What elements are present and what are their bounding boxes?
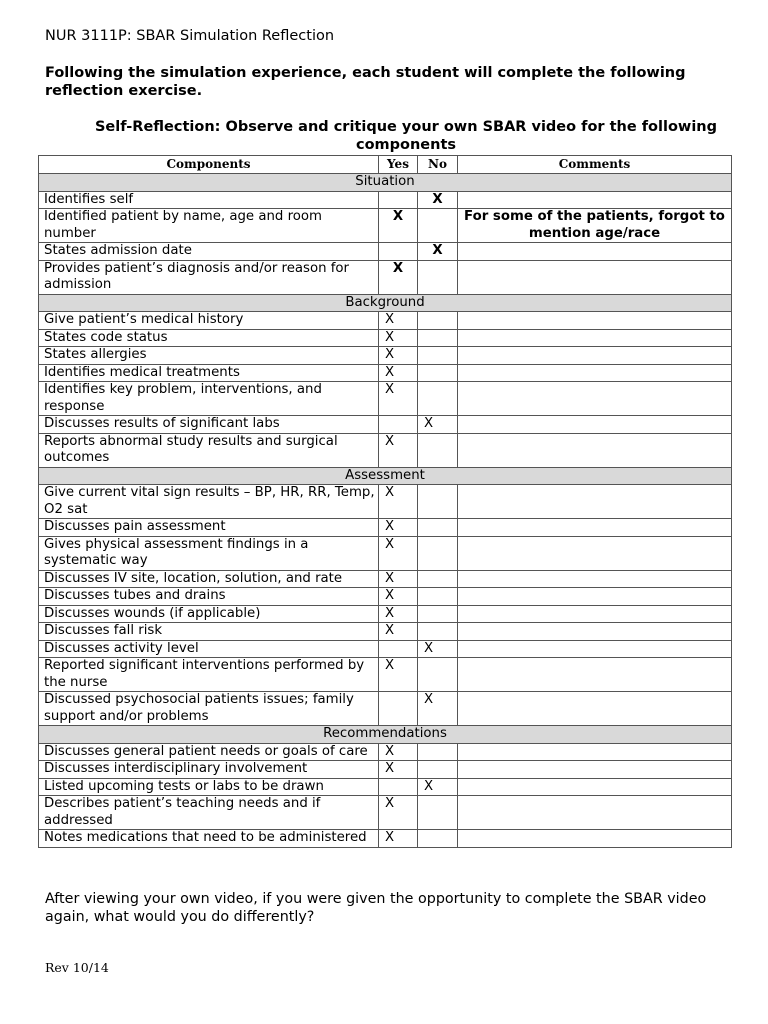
yes-cell: X [379, 519, 418, 537]
table-row [39, 485, 732, 519]
comment-cell [458, 658, 732, 692]
yes-cell [379, 191, 418, 209]
reflection-question: After viewing your own video, if you were given the opportunity to complete the SBAR video again, what would you do differently? [45, 891, 707, 925]
component-cell: Give patient’s medical history [39, 312, 379, 330]
yes-cell: X [379, 796, 418, 830]
table-row [39, 623, 732, 641]
revision-label: Rev 10/14 [45, 960, 109, 975]
component-cell: Describes patient’s teaching needs and if addressed [39, 796, 379, 830]
yes-cell [379, 243, 418, 261]
table-row [39, 588, 732, 606]
header-components: Components [39, 156, 379, 174]
comment-cell [458, 382, 732, 416]
no-cell [418, 433, 458, 467]
comment-cell [458, 536, 732, 570]
header-no: No [418, 156, 458, 174]
section-row-recommendations [39, 726, 732, 744]
comment-cell [458, 433, 732, 467]
component-cell: Provides patient’s diagnosis and/or reason for admission [39, 260, 379, 294]
yes-cell: X [379, 623, 418, 641]
yes-cell: X [379, 830, 418, 848]
no-cell [418, 260, 458, 294]
component-cell: States allergies [39, 347, 379, 365]
no-cell [418, 796, 458, 830]
comment-cell [458, 416, 732, 434]
comment-cell [458, 588, 732, 606]
comment-cell [458, 743, 732, 761]
no-cell [418, 743, 458, 761]
comment-cell: For some of the patients, forgot to mention age/race [458, 209, 732, 243]
comment-cell [458, 243, 732, 261]
section-row-assessment [39, 467, 732, 485]
no-cell [418, 623, 458, 641]
table-row [39, 692, 732, 726]
section-title: Situation [39, 174, 732, 192]
component-cell: Notes medications that need to be administered [39, 830, 379, 848]
no-cell [418, 588, 458, 606]
table-row [39, 260, 732, 294]
no-cell [418, 209, 458, 243]
no-cell [418, 485, 458, 519]
sbar-checklist-table [38, 155, 732, 848]
comment-cell [458, 778, 732, 796]
no-cell: X [418, 191, 458, 209]
comment-cell [458, 347, 732, 365]
no-cell [418, 761, 458, 779]
comment-cell [458, 623, 732, 641]
comment-cell [458, 364, 732, 382]
component-cell: Identifies key problem, interventions, and response [39, 382, 379, 416]
comment-cell [458, 191, 732, 209]
no-cell [418, 329, 458, 347]
table-row [39, 329, 732, 347]
yes-cell: X [379, 570, 418, 588]
no-cell [418, 519, 458, 537]
component-cell: Reports abnormal study results and surgical outcomes [39, 433, 379, 467]
yes-cell [379, 778, 418, 796]
no-cell: X [418, 243, 458, 261]
table-row [39, 796, 732, 830]
comment-cell [458, 485, 732, 519]
comment-cell [458, 519, 732, 537]
table-row [39, 416, 732, 434]
no-cell [418, 605, 458, 623]
table-heading: Self-Reflection: Observe and critique your own SBAR video for the following components [94, 119, 717, 153]
yes-cell [379, 640, 418, 658]
component-cell: Identifies medical treatments [39, 364, 379, 382]
section-title: Recommendations [39, 726, 732, 744]
comment-cell [458, 692, 732, 726]
component-cell: Gives physical assessment findings in a systematic way [39, 536, 379, 570]
table-row [39, 364, 732, 382]
no-cell: X [418, 640, 458, 658]
comment-cell [458, 830, 732, 848]
comment-cell [458, 312, 732, 330]
component-cell: Identified patient by name, age and room number [39, 209, 379, 243]
table-body [39, 174, 732, 848]
table-row [39, 209, 732, 243]
component-cell: Discusses interdisciplinary involvement [39, 761, 379, 779]
comment-cell [458, 260, 732, 294]
table-header-row [39, 156, 732, 174]
yes-cell: X [379, 588, 418, 606]
component-cell: Discusses activity level [39, 640, 379, 658]
yes-cell [379, 416, 418, 434]
yes-cell: X [379, 658, 418, 692]
component-cell: States code status [39, 329, 379, 347]
section-title: Assessment [39, 467, 732, 485]
table-row [39, 605, 732, 623]
no-cell [418, 658, 458, 692]
table-row [39, 830, 732, 848]
no-cell [418, 312, 458, 330]
yes-cell: X [379, 433, 418, 467]
no-cell: X [418, 692, 458, 726]
no-cell [418, 830, 458, 848]
yes-cell: X [379, 329, 418, 347]
comment-cell [458, 640, 732, 658]
table-row [39, 743, 732, 761]
component-cell: Discusses wounds (if applicable) [39, 605, 379, 623]
table-row [39, 243, 732, 261]
header-yes: Yes [379, 156, 418, 174]
table-row [39, 640, 732, 658]
yes-cell: X [379, 364, 418, 382]
section-row-situation [39, 174, 732, 192]
comment-cell [458, 570, 732, 588]
section-title: Background [39, 294, 732, 312]
no-cell [418, 364, 458, 382]
component-cell: Discusses IV site, location, solution, and rate [39, 570, 379, 588]
table-row [39, 778, 732, 796]
table-row [39, 519, 732, 537]
yes-cell: X [379, 485, 418, 519]
component-cell: Discussed psychosocial patients issues; family support and/or problems [39, 692, 379, 726]
no-cell [418, 570, 458, 588]
table-row [39, 570, 732, 588]
comment-cell [458, 605, 732, 623]
yes-cell: X [379, 536, 418, 570]
comment-cell [458, 761, 732, 779]
yes-cell: X [379, 260, 418, 294]
yes-cell: X [379, 312, 418, 330]
component-cell: Reported significant interventions performed by the nurse [39, 658, 379, 692]
yes-cell: X [379, 743, 418, 761]
component-cell: Discusses tubes and drains [39, 588, 379, 606]
table-row [39, 658, 732, 692]
table-row [39, 347, 732, 365]
header-comments: Comments [458, 156, 732, 174]
no-cell [418, 382, 458, 416]
table-row [39, 312, 732, 330]
component-cell: Discusses results of significant labs [39, 416, 379, 434]
section-row-background [39, 294, 732, 312]
table-row [39, 191, 732, 209]
yes-cell: X [379, 605, 418, 623]
no-cell [418, 536, 458, 570]
table-row [39, 382, 732, 416]
no-cell [418, 347, 458, 365]
no-cell: X [418, 416, 458, 434]
comment-cell [458, 329, 732, 347]
comment-cell [458, 796, 732, 830]
no-cell: X [418, 778, 458, 796]
component-cell: States admission date [39, 243, 379, 261]
yes-cell: X [379, 382, 418, 416]
component-cell: Discusses general patient needs or goals of care [39, 743, 379, 761]
document-title: NUR 3111P: SBAR Simulation Reflection [45, 28, 335, 44]
component-cell: Give current vital sign results – BP, HR, RR, Temp, O2 sat [39, 485, 379, 519]
table-row [39, 536, 732, 570]
instructions-text: Following the simulation experience, each student will complete the following reflection exercise. [45, 65, 686, 99]
yes-cell: X [379, 209, 418, 243]
yes-cell: X [379, 761, 418, 779]
component-cell: Discusses pain assessment [39, 519, 379, 537]
table-row [39, 433, 732, 467]
component-cell: Identifies self [39, 191, 379, 209]
component-cell: Discusses fall risk [39, 623, 379, 641]
yes-cell: X [379, 347, 418, 365]
component-cell: Listed upcoming tests or labs to be drawn [39, 778, 379, 796]
yes-cell [379, 692, 418, 726]
table-row [39, 761, 732, 779]
